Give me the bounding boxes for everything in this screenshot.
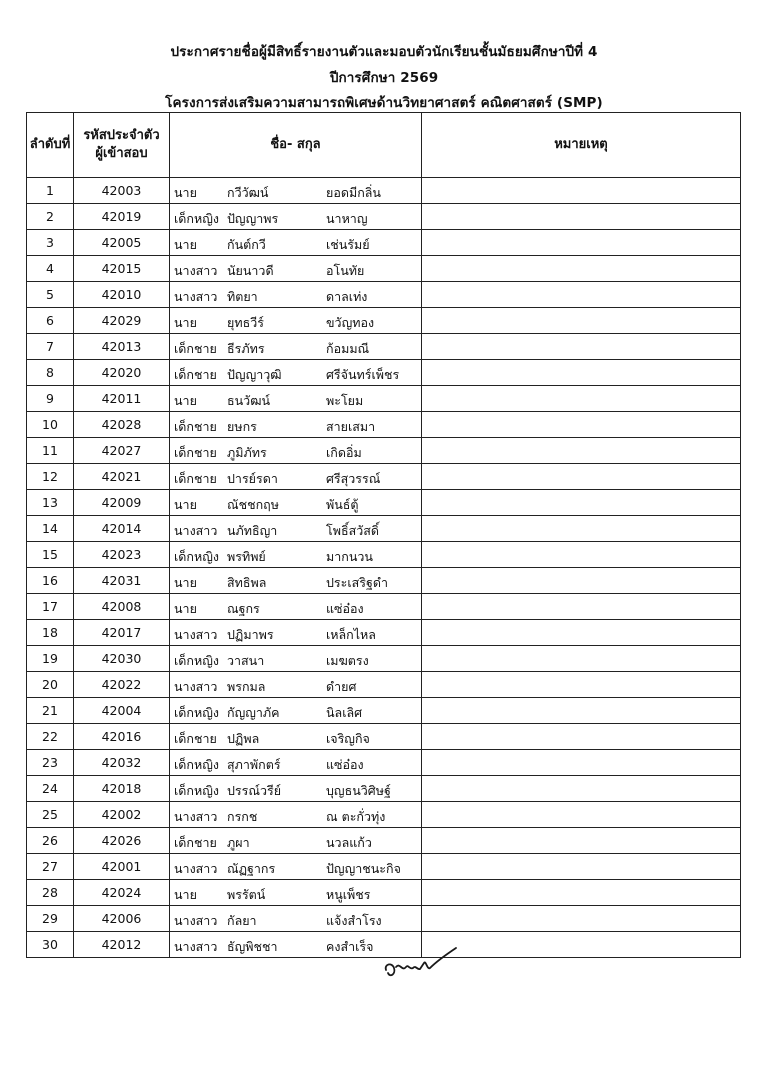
- name-title: นางสาว: [174, 263, 218, 278]
- first-name: ภูมิภัทร: [227, 445, 267, 460]
- row-number: 24: [27, 776, 74, 802]
- last-name: ดำยศ: [326, 679, 357, 694]
- table-row: [27, 828, 741, 854]
- table-header-row: [27, 113, 741, 178]
- first-name: ยษกร: [227, 419, 257, 434]
- exam-code: 42005: [74, 230, 170, 256]
- row-number: 28: [27, 880, 74, 906]
- row-number: 14: [27, 516, 74, 542]
- row-number: 19: [27, 646, 74, 672]
- remark-cell: [422, 438, 741, 464]
- name-title: เด็กชาย: [174, 367, 217, 382]
- row-number: 16: [27, 568, 74, 594]
- exam-code: 42023: [74, 542, 170, 568]
- table-row: [27, 568, 741, 594]
- first-name: พรกมล: [227, 679, 266, 694]
- first-name: ปารย์รดา: [227, 471, 278, 486]
- remark-cell: [422, 386, 741, 412]
- table-row: [27, 698, 741, 724]
- exam-code: 42018: [74, 776, 170, 802]
- row-number: 15: [27, 542, 74, 568]
- name-title: นาย: [174, 315, 197, 330]
- name-title: นาย: [174, 237, 197, 252]
- student-name: [170, 906, 422, 932]
- name-title: เด็กหญิง: [174, 549, 219, 564]
- remark-cell: [422, 568, 741, 594]
- student-name: [170, 464, 422, 490]
- remark-cell: [422, 178, 741, 204]
- exam-code: 42016: [74, 724, 170, 750]
- last-name: เจริญกิจ: [326, 731, 370, 746]
- row-number: 10: [27, 412, 74, 438]
- first-name: นัยนาวดี: [227, 263, 274, 278]
- student-name: [170, 646, 422, 672]
- last-name: แซ่อ๋อง: [326, 757, 364, 772]
- exam-code: 42022: [74, 672, 170, 698]
- last-name: นวลแก้ว: [326, 835, 372, 850]
- signature: [380, 940, 460, 985]
- student-name: [170, 256, 422, 282]
- remark-cell: [422, 698, 741, 724]
- student-name: [170, 802, 422, 828]
- remark-cell: [422, 308, 741, 334]
- remark-cell: [422, 256, 741, 282]
- student-name: [170, 568, 422, 594]
- last-name: เกิดอิ่ม: [326, 445, 362, 460]
- header-code-line2: ผู้เข้าสอบ: [95, 146, 148, 161]
- row-number: 30: [27, 932, 74, 958]
- last-name: คงสำเร็จ: [326, 939, 374, 954]
- name-title: นาย: [174, 497, 197, 512]
- student-name: [170, 490, 422, 516]
- remark-cell: [422, 334, 741, 360]
- remark-cell: [422, 490, 741, 516]
- remark-cell: [422, 854, 741, 880]
- last-name: เหล็กไหล: [326, 627, 376, 642]
- student-name: [170, 542, 422, 568]
- exam-code: 42028: [74, 412, 170, 438]
- row-number: 5: [27, 282, 74, 308]
- exam-code: 42004: [74, 698, 170, 724]
- row-number: 2: [27, 204, 74, 230]
- name-title: นางสาว: [174, 679, 218, 694]
- student-name: [170, 204, 422, 230]
- last-name: บุญธนวิศิษฐ์: [326, 783, 391, 798]
- remark-cell: [422, 594, 741, 620]
- last-name: อโนทัย: [326, 263, 365, 278]
- exam-code: 42001: [74, 854, 170, 880]
- exam-code: 42021: [74, 464, 170, 490]
- remark-cell: [422, 204, 741, 230]
- first-name: ณัฏฐากร: [227, 861, 276, 876]
- row-number: 26: [27, 828, 74, 854]
- first-name: ปรรณ์วรีย์: [227, 783, 282, 798]
- last-name: ณ ตะกั่วทุ่ง: [326, 809, 386, 824]
- exam-code: 42010: [74, 282, 170, 308]
- last-name: แซ่อ๋อง: [326, 601, 364, 616]
- exam-code: 42011: [74, 386, 170, 412]
- first-name: ปฏิพล: [227, 731, 260, 746]
- table-row: [27, 516, 741, 542]
- name-title: เด็กหญิง: [174, 705, 219, 720]
- remark-cell: [422, 724, 741, 750]
- document-title: ประกาศรายชื่อผู้มีสิทธิ์รายงานตัวและมอบตัวนักเรียนชั้นมัธยมศึกษาปีที่ 4: [170, 44, 598, 60]
- first-name: ปัญญาพร: [227, 211, 279, 226]
- row-number: 25: [27, 802, 74, 828]
- row-number: 13: [27, 490, 74, 516]
- first-name: ยุทธวีร์: [227, 315, 264, 330]
- name-title: เด็กชาย: [174, 471, 217, 486]
- remark-cell: [422, 360, 741, 386]
- student-name: [170, 698, 422, 724]
- remark-cell: [422, 880, 741, 906]
- last-name: ปัญญาชนะกิจ: [326, 861, 401, 876]
- first-name: ทิตยา: [227, 289, 258, 304]
- row-number: 11: [27, 438, 74, 464]
- remark-cell: [422, 620, 741, 646]
- name-title: นางสาว: [174, 809, 218, 824]
- table-body: [27, 178, 741, 958]
- table-row: [27, 178, 741, 204]
- row-number: 12: [27, 464, 74, 490]
- first-name: ธีรภัทร: [227, 341, 265, 356]
- header-no: ลำดับที่: [27, 113, 74, 178]
- first-name: สิทธิพล: [227, 575, 267, 590]
- last-name: ประเสริฐดำ: [326, 575, 389, 590]
- exam-code: 42031: [74, 568, 170, 594]
- remark-cell: [422, 932, 741, 958]
- exam-code: 42032: [74, 750, 170, 776]
- table-row: [27, 880, 741, 906]
- table-row: [27, 802, 741, 828]
- exam-code: 42012: [74, 932, 170, 958]
- table-row: [27, 204, 741, 230]
- last-name: ดาลเท่ง: [326, 289, 368, 304]
- table-row: [27, 854, 741, 880]
- remark-cell: [422, 412, 741, 438]
- name-title: นาย: [174, 393, 197, 408]
- table-row: [27, 308, 741, 334]
- first-name: ปัญญาวุฒิ: [227, 367, 282, 382]
- student-name: [170, 594, 422, 620]
- exam-code: 42027: [74, 438, 170, 464]
- table-row: [27, 490, 741, 516]
- first-name: ภูผา: [227, 835, 250, 850]
- name-title: นาย: [174, 887, 197, 902]
- student-name: [170, 334, 422, 360]
- row-number: 17: [27, 594, 74, 620]
- exam-code: 42017: [74, 620, 170, 646]
- last-name: นาหาญ: [326, 211, 368, 226]
- row-number: 8: [27, 360, 74, 386]
- table-row: [27, 672, 741, 698]
- last-name: มากนวน: [326, 549, 373, 564]
- first-name: กันต์กวี: [227, 237, 266, 252]
- first-name: กัลยา: [227, 913, 257, 928]
- remark-cell: [422, 464, 741, 490]
- header-code: [74, 113, 170, 178]
- name-title: เด็กหญิง: [174, 211, 219, 226]
- name-title: นางสาว: [174, 523, 218, 538]
- first-name: ธนวัฒน์: [227, 393, 271, 408]
- table-row: [27, 776, 741, 802]
- exam-code: 42002: [74, 802, 170, 828]
- exam-code: 42020: [74, 360, 170, 386]
- row-number: 18: [27, 620, 74, 646]
- name-title: เด็กชาย: [174, 835, 217, 850]
- remark-cell: [422, 646, 741, 672]
- name-title: นาย: [174, 601, 197, 616]
- table-row: [27, 386, 741, 412]
- first-name: วาสนา: [227, 653, 265, 668]
- remark-cell: [422, 802, 741, 828]
- exam-code: 42030: [74, 646, 170, 672]
- name-title: เด็กหญิง: [174, 653, 219, 668]
- last-name: พันธ์ตู้: [326, 497, 359, 512]
- name-title: นาย: [174, 575, 197, 590]
- program-name: โครงการส่งเสริมความสามารถพิเศษด้านวิทยาศาสตร์ คณิตศาสตร์ (SMP): [165, 95, 603, 111]
- remark-cell: [422, 230, 741, 256]
- exam-code: 42006: [74, 906, 170, 932]
- remark-cell: [422, 542, 741, 568]
- exam-code: 42019: [74, 204, 170, 230]
- remark-cell: [422, 672, 741, 698]
- last-name: ศรีจันทร์เพ็ชร: [326, 367, 400, 382]
- table-row: [27, 594, 741, 620]
- student-name: [170, 308, 422, 334]
- table-row: [27, 438, 741, 464]
- remark-cell: [422, 776, 741, 802]
- student-name: [170, 854, 422, 880]
- first-name: พรรัตน์: [227, 887, 266, 902]
- last-name: โพธิ์สวัสดิ์: [326, 523, 379, 538]
- row-number: 4: [27, 256, 74, 282]
- first-name: ธัญพิชชา: [227, 939, 278, 954]
- exam-code: 42009: [74, 490, 170, 516]
- exam-code: 42026: [74, 828, 170, 854]
- last-name: นิลเลิศ: [326, 705, 363, 720]
- last-name: พะโยม: [326, 393, 364, 408]
- table-row: [27, 230, 741, 256]
- first-name: สุภาพักตร์: [227, 757, 281, 772]
- first-name: กัญญาภัค: [227, 705, 280, 720]
- first-name: กวีวัฒน์: [227, 185, 269, 200]
- student-name: [170, 776, 422, 802]
- student-name: [170, 828, 422, 854]
- header-name: ชื่อ- สกุล: [170, 113, 422, 178]
- remark-cell: [422, 516, 741, 542]
- row-number: 6: [27, 308, 74, 334]
- remark-cell: [422, 750, 741, 776]
- row-number: 27: [27, 854, 74, 880]
- student-name: [170, 412, 422, 438]
- header-code-line1: รหัสประจำตัว: [83, 128, 160, 143]
- exam-code: 42013: [74, 334, 170, 360]
- academic-year: ปีการศึกษา 2569: [329, 70, 439, 86]
- student-name: [170, 672, 422, 698]
- table-row: [27, 334, 741, 360]
- name-title: เด็กหญิง: [174, 757, 219, 772]
- name-title: เด็กชาย: [174, 731, 217, 746]
- first-name: ณัชชกฤษ: [227, 497, 279, 512]
- table-row: [27, 620, 741, 646]
- last-name: ศรีสุวรรณ์: [326, 471, 381, 486]
- first-name: ปฏิมาพร: [227, 627, 274, 642]
- exam-code: 42029: [74, 308, 170, 334]
- name-title: เด็กชาย: [174, 341, 217, 356]
- last-name: หนูเพ็ชร: [326, 887, 371, 902]
- exam-code: 42008: [74, 594, 170, 620]
- first-name: พรทิพย์: [227, 549, 266, 564]
- last-name: ยอดมีกลิ่น: [326, 185, 381, 200]
- name-title: นางสาว: [174, 861, 218, 876]
- table-row: [27, 256, 741, 282]
- student-name: [170, 516, 422, 542]
- row-number: 29: [27, 906, 74, 932]
- row-number: 23: [27, 750, 74, 776]
- last-name: เช่นรัมย์: [326, 237, 370, 252]
- name-title: นางสาว: [174, 913, 218, 928]
- exam-code: 42003: [74, 178, 170, 204]
- first-name: นภัทธิญา: [227, 523, 278, 538]
- row-number: 1: [27, 178, 74, 204]
- table-row: [27, 646, 741, 672]
- row-number: 3: [27, 230, 74, 256]
- table-row: [27, 906, 741, 932]
- student-name: [170, 880, 422, 906]
- table-row: [27, 464, 741, 490]
- row-number: 20: [27, 672, 74, 698]
- last-name: ขวัญทอง: [326, 315, 375, 330]
- table-row: [27, 360, 741, 386]
- last-name: ก้อมมณี: [326, 341, 370, 356]
- student-name: [170, 282, 422, 308]
- table-row: [27, 542, 741, 568]
- header-remark: หมายเหตุ: [422, 113, 741, 178]
- exam-code: 42014: [74, 516, 170, 542]
- name-title: นางสาว: [174, 939, 218, 954]
- row-number: 9: [27, 386, 74, 412]
- name-title: นางสาว: [174, 289, 218, 304]
- name-title: นาย: [174, 185, 197, 200]
- student-name: [170, 386, 422, 412]
- table-row: [27, 282, 741, 308]
- row-number: 22: [27, 724, 74, 750]
- table-row: [27, 750, 741, 776]
- student-name: [170, 724, 422, 750]
- name-title: เด็กชาย: [174, 419, 217, 434]
- name-title: เด็กหญิง: [174, 783, 219, 798]
- student-list-table: [26, 112, 741, 958]
- last-name: สายเสมา: [326, 419, 376, 434]
- student-name: [170, 438, 422, 464]
- student-name: [170, 178, 422, 204]
- last-name: แจ้งสำโรง: [326, 913, 382, 928]
- student-name: [170, 360, 422, 386]
- remark-cell: [422, 906, 741, 932]
- exam-code: 42015: [74, 256, 170, 282]
- table-row: [27, 724, 741, 750]
- exam-code: 42024: [74, 880, 170, 906]
- row-number: 7: [27, 334, 74, 360]
- remark-cell: [422, 828, 741, 854]
- first-name: ณฐกร: [227, 601, 260, 616]
- row-number: 21: [27, 698, 74, 724]
- student-name: [170, 750, 422, 776]
- name-title: นางสาว: [174, 627, 218, 642]
- first-name: กรกช: [227, 809, 258, 824]
- student-name: [170, 230, 422, 256]
- remark-cell: [422, 282, 741, 308]
- last-name: เมฆตรง: [326, 653, 369, 668]
- name-title: เด็กชาย: [174, 445, 217, 460]
- student-name: [170, 620, 422, 646]
- table-row: [27, 412, 741, 438]
